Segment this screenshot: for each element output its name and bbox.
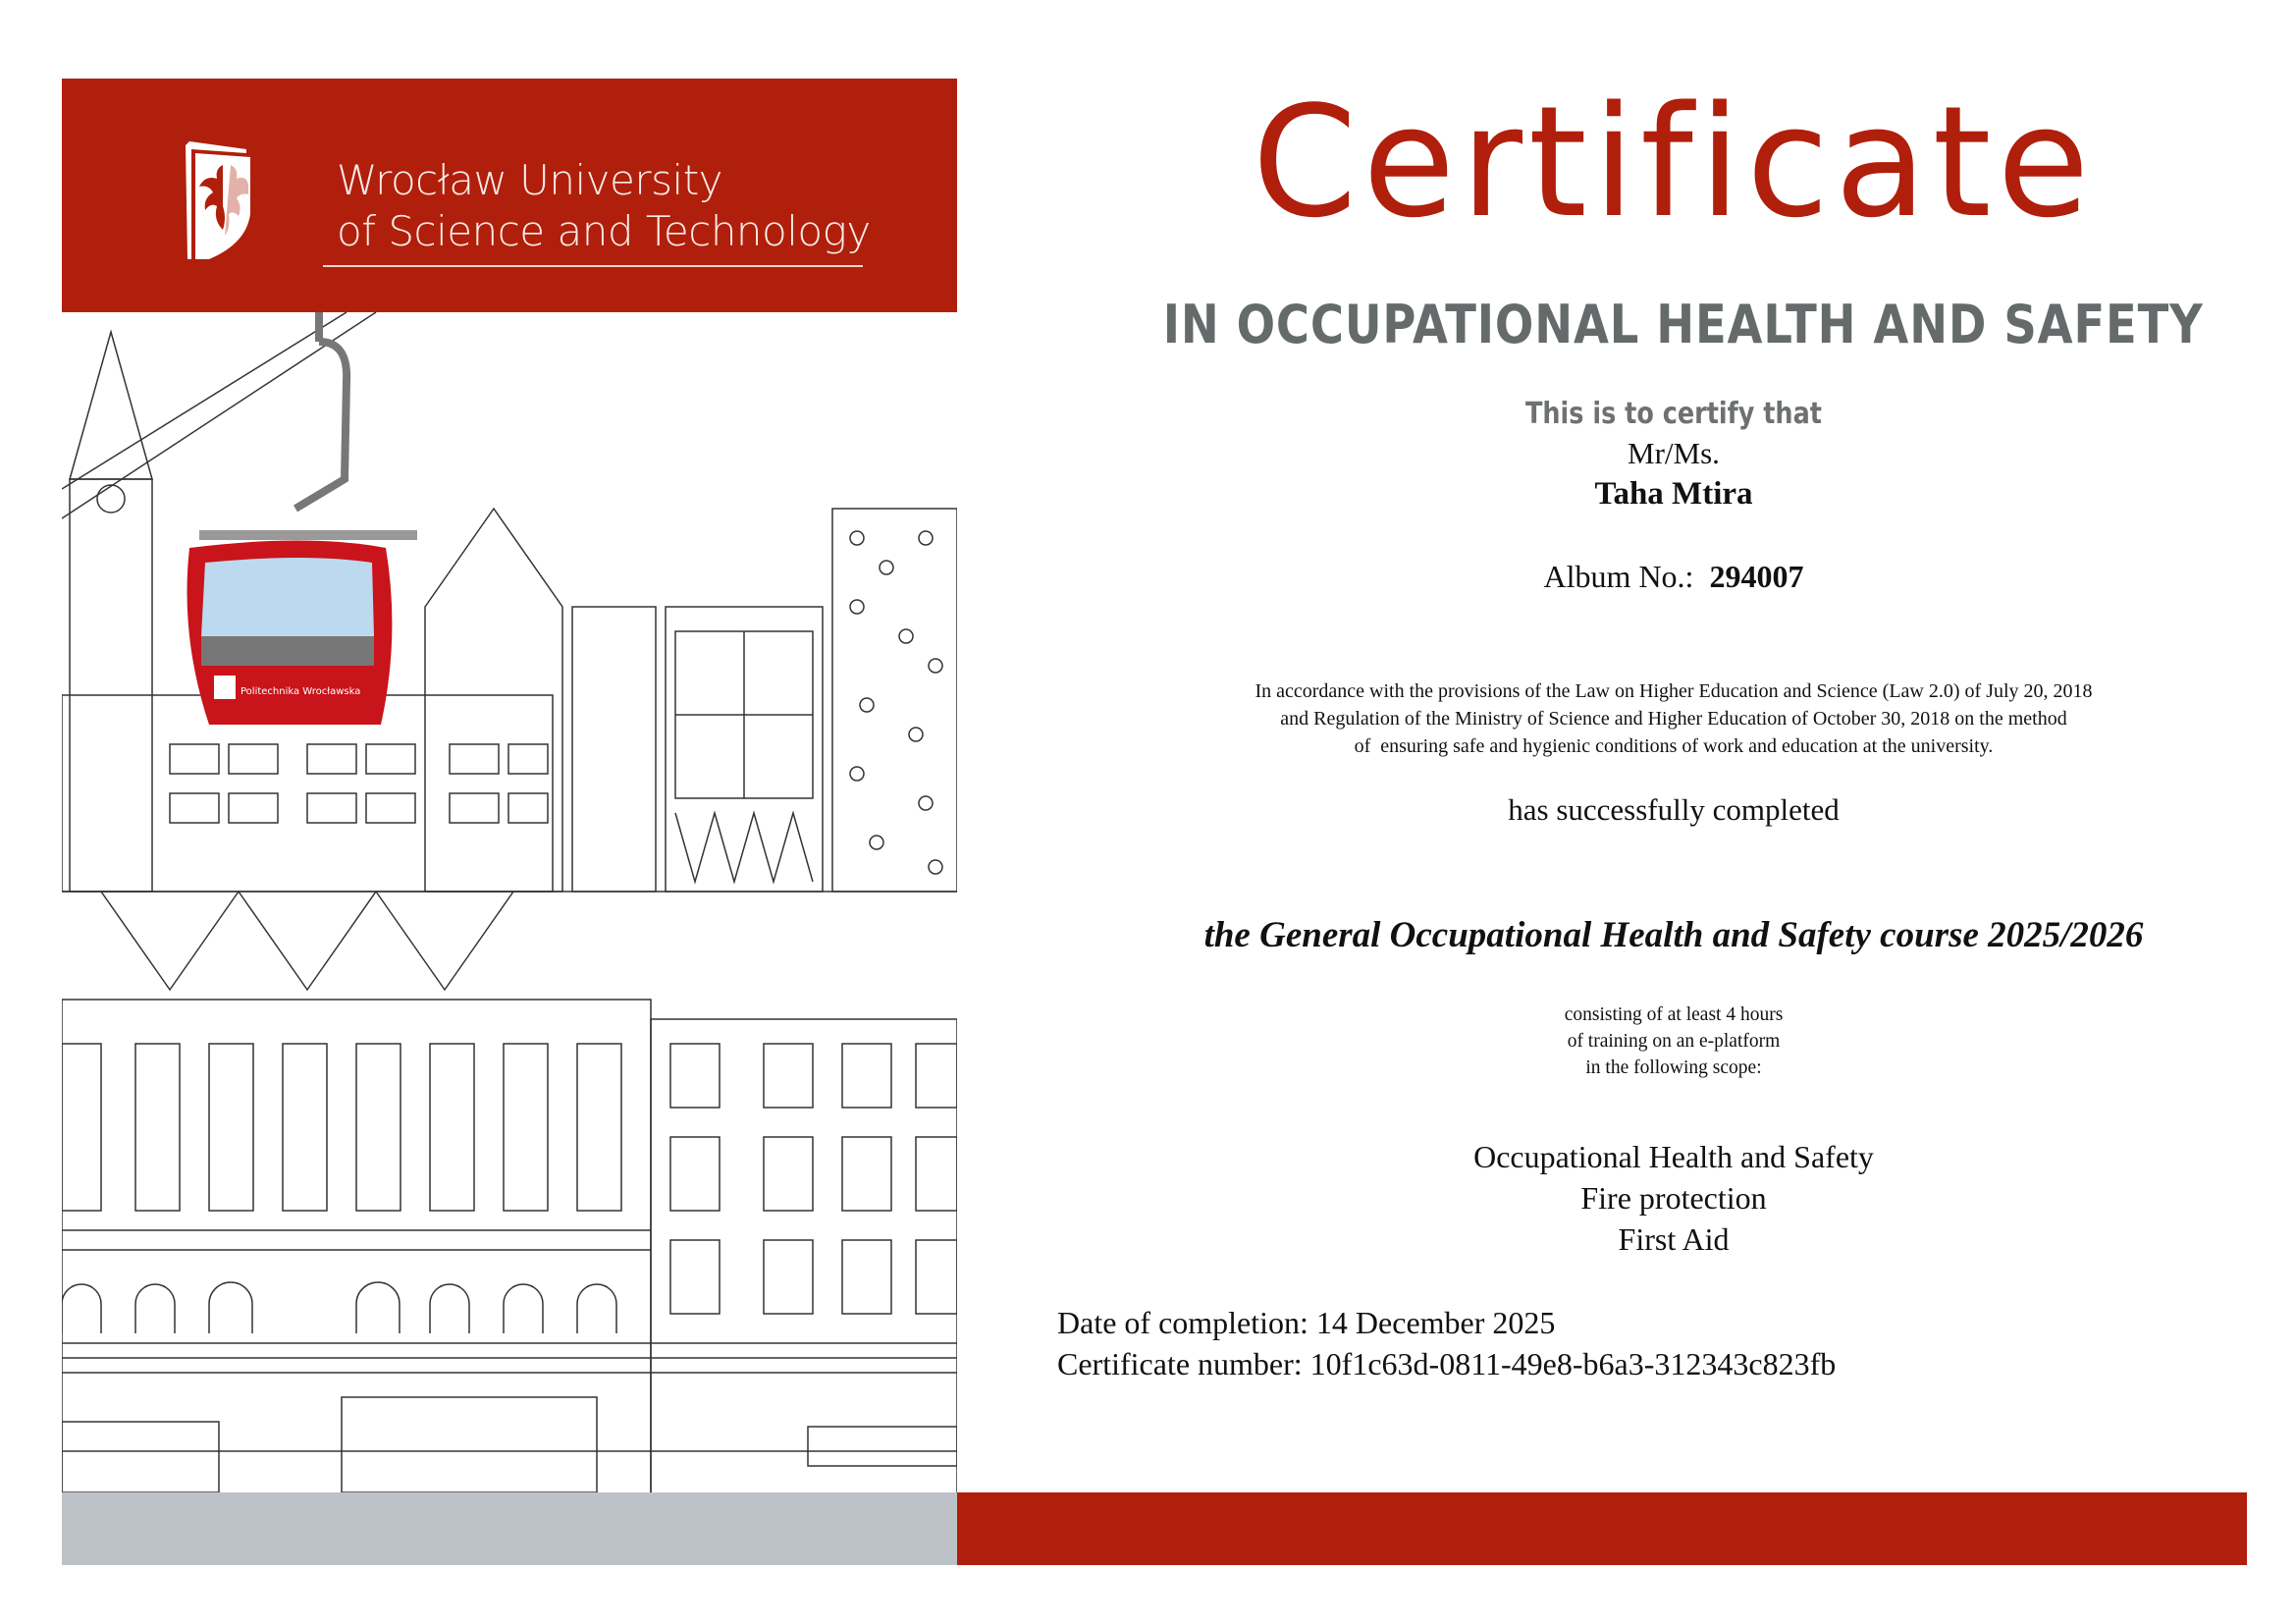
scope-list: [1080, 1136, 2268, 1260]
cable-car-crest-icon: [214, 676, 236, 699]
duration-line: of training on an e-platform: [1567, 1031, 1781, 1052]
university-name: [337, 155, 871, 257]
recipient-name: Taha Mtira: [1594, 476, 1753, 512]
university-name-underline: [323, 265, 863, 267]
certificate-subtitle: IN OCCUPATIONAL HEALTH AND SAFETY: [1162, 294, 2204, 355]
university-crest-logo: [182, 135, 270, 263]
university-header-banner: [62, 79, 957, 312]
footer-red-bar: [957, 1492, 2247, 1565]
scope-item: Occupational Health and Safety: [1473, 1139, 1874, 1174]
album-number: 294007: [1709, 559, 1804, 594]
legal-line: of ensuring safe and hygienic conditions of work and education at the university.: [1354, 735, 1994, 757]
footer-gray-bar: [62, 1492, 957, 1565]
certify-text: This is to certify that: [1525, 397, 1822, 431]
date-label: Date of completion:: [1057, 1305, 1308, 1340]
legal-line: and Regulation of the Ministry of Science and Higher Education of October 30, 2018 on the method: [1280, 708, 2067, 730]
duration-line: in the following scope:: [1585, 1057, 1762, 1078]
scope-item: Fire protection: [1580, 1180, 1767, 1216]
legal-basis-paragraph: [1080, 677, 2268, 760]
university-name-line2: of Science and Technology: [337, 207, 871, 255]
completed-text: has successfully completed: [1508, 792, 1840, 827]
course-name: the General Occupational Health and Safety course 2025/2026: [1203, 915, 2144, 955]
scope-item: First Aid: [1618, 1221, 1730, 1257]
album-label: Album No.:: [1543, 559, 1694, 594]
salutation: Mr/Ms.: [1628, 436, 1720, 470]
number-value: 10f1c63d-0811-49e8-b6a3-312343c823fb: [1309, 1346, 1837, 1381]
duration-line: consisting of at least 4 hours: [1564, 1004, 1784, 1025]
certificate-number-line: [1057, 1343, 1836, 1384]
completion-date-line: [1057, 1302, 1836, 1343]
album-number-line: [1080, 556, 2268, 597]
cable-car-logo-text: Politechnika Wrocławska: [240, 686, 361, 697]
certificate-title: Certificate: [1252, 73, 2096, 251]
number-label: Certificate number:: [1057, 1346, 1303, 1381]
date-value: 14 December 2025: [1315, 1305, 1556, 1340]
campus-buildings-illustration: [62, 312, 957, 1492]
legal-line: In accordance with the provisions of the Law on Higher Education and Science (Law 2.0) of July 20, 2018: [1255, 680, 2093, 702]
university-name-line1: Wrocław University: [337, 156, 723, 204]
certificate-details: [1057, 1302, 1836, 1384]
course-duration-text: [1080, 1001, 2268, 1081]
cable-car-illustration: [187, 312, 418, 725]
